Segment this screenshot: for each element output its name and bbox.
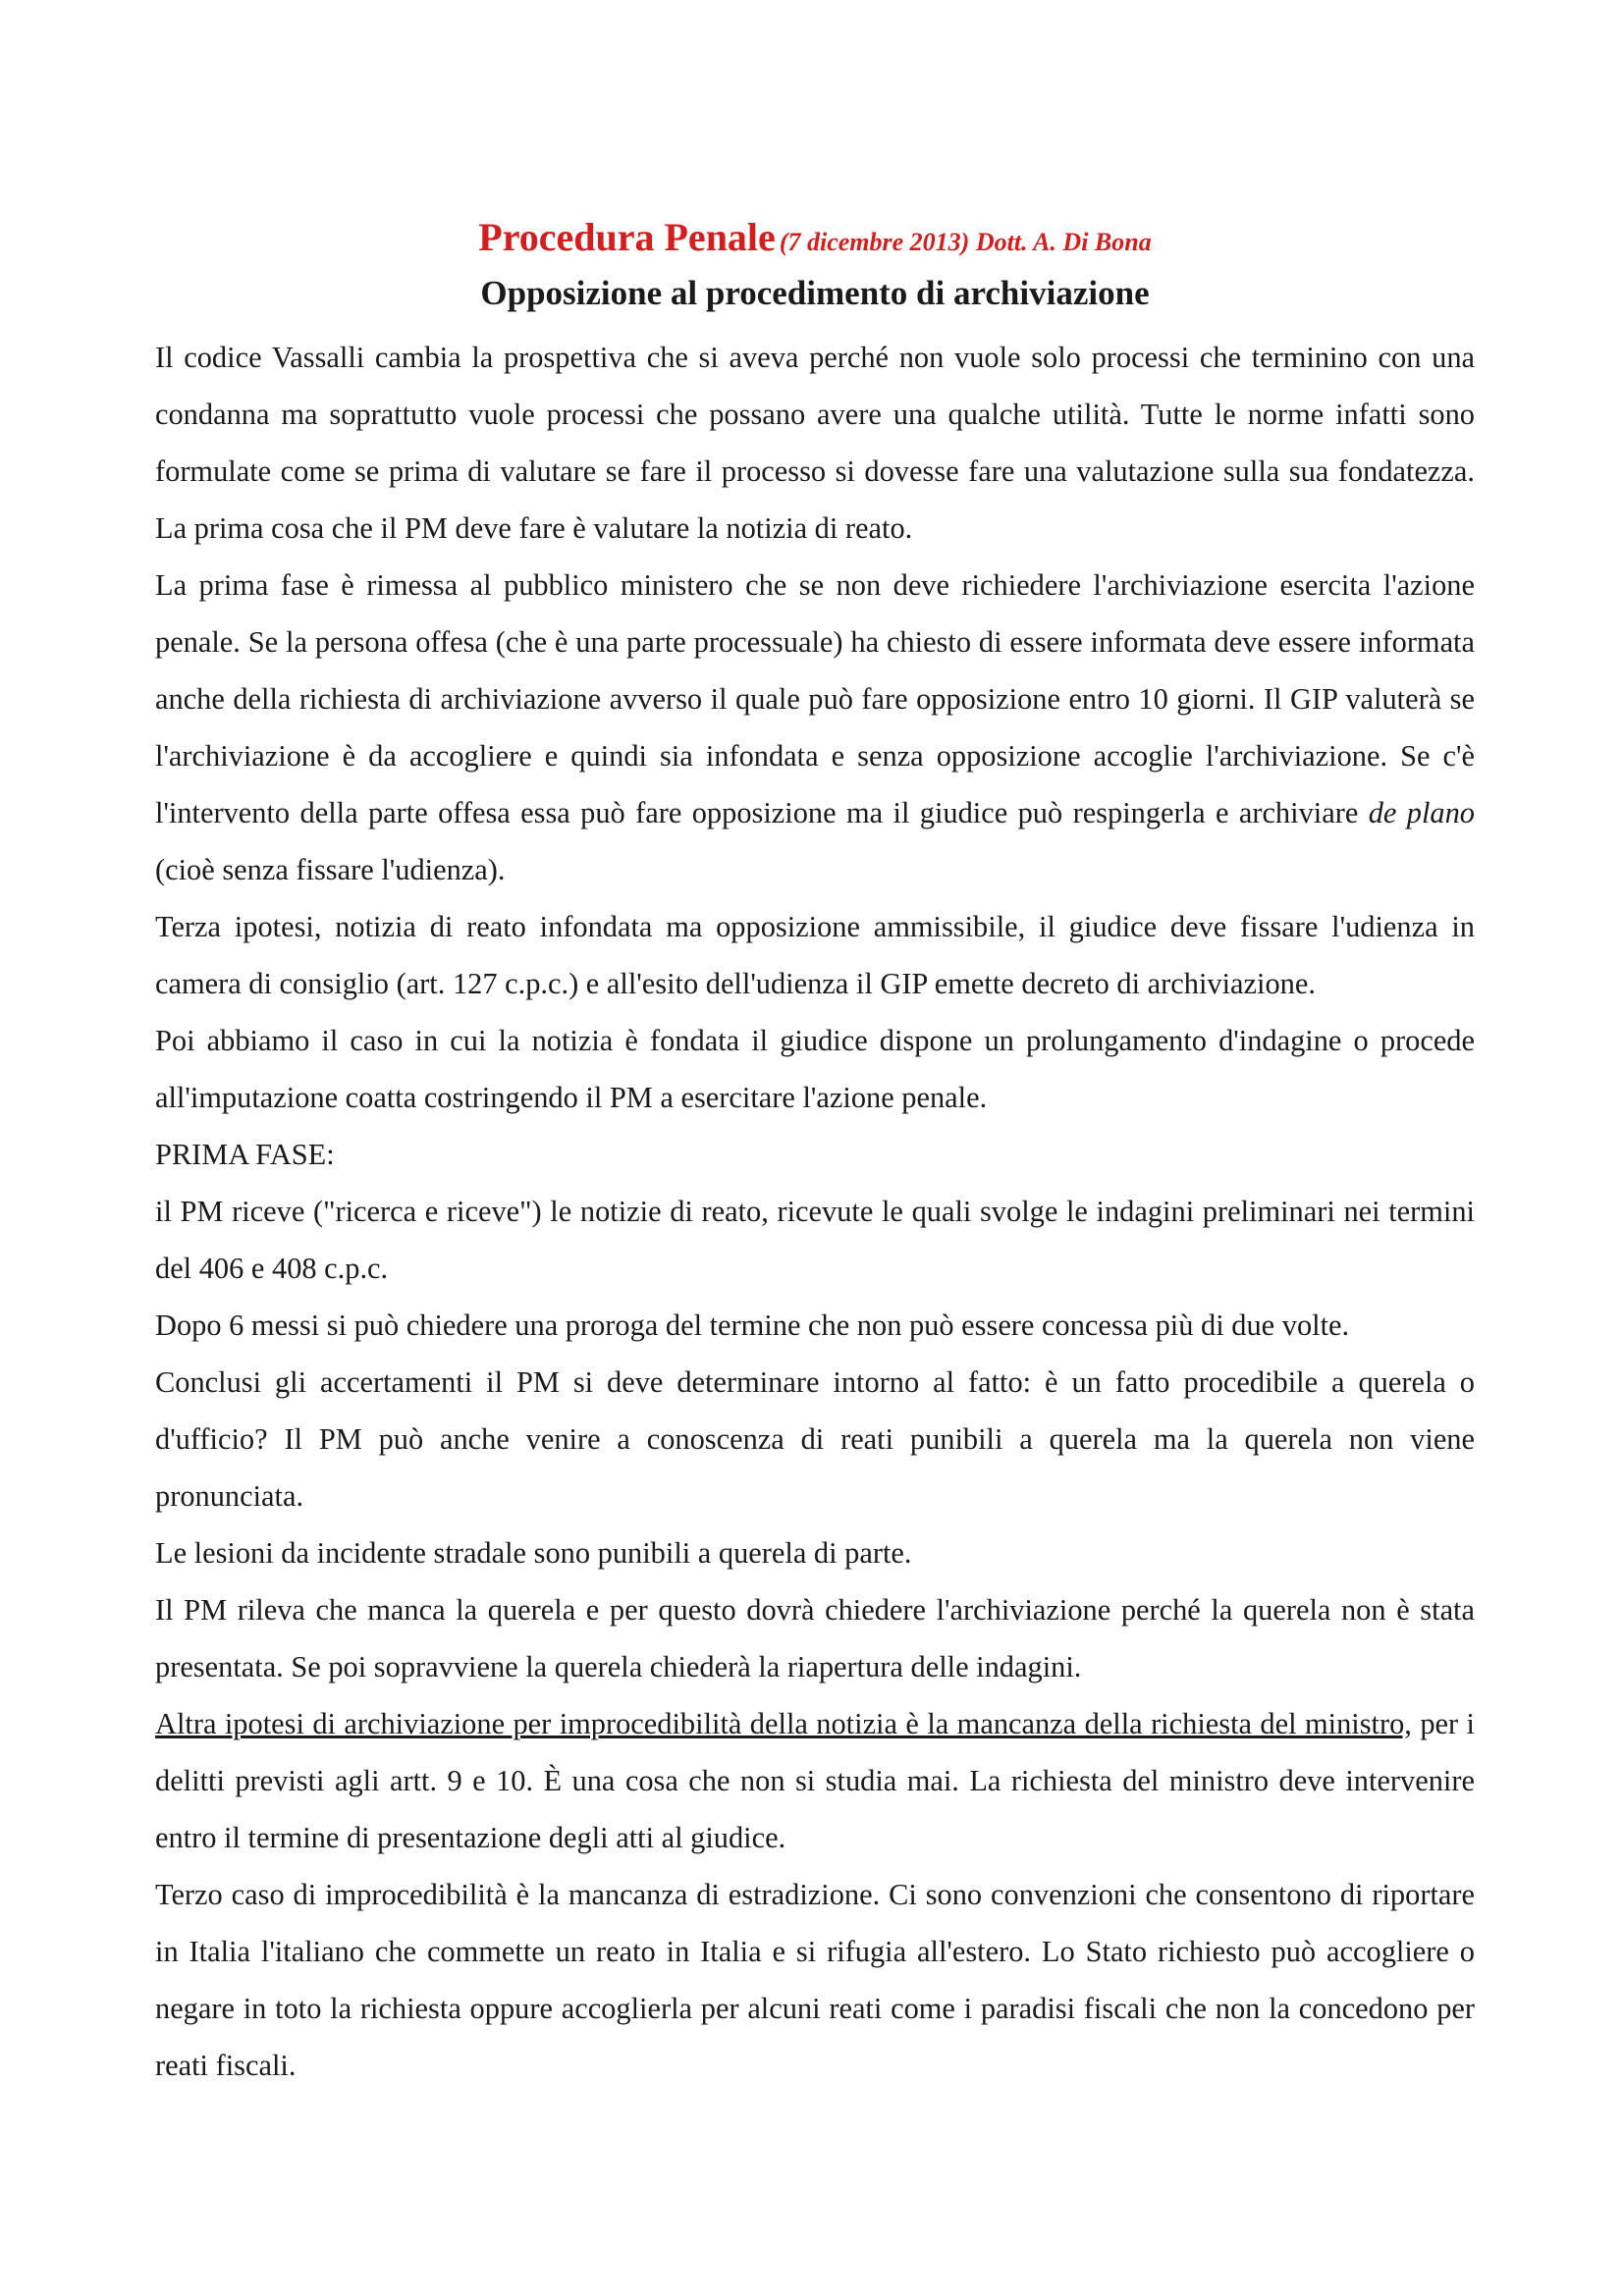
paragraph: Dopo 6 messi si può chiedere una proroga del termine che non può essere concessa più di due volte.	[155, 1308, 1350, 1342]
underlined-phrase: Altra ipotesi di archiviazione per improcedibilità della notizia è la mancanza della richiesta del ministro,	[155, 1707, 1412, 1740]
italic-phrase: de plano	[1368, 796, 1475, 829]
paragraph: il PM riceve ("ricerca e riceve") le notizie di reato, ricevute le quali svolge le indagini preliminari nei termini del 406 e 408 c.p.c.	[155, 1195, 1475, 1285]
document-title-line	[155, 212, 1475, 272]
section-heading: PRIMA FASE:	[155, 1138, 335, 1171]
paragraph: Il codice Vassalli cambia la prospettiva che si aveva perché non vuole solo processi che terminino con una condanna ma soprattutto vuole processi che possano avere una qualche utilità. Tutte le norme infatti sono formulate come se prima di valutare se fare il processo si dovesse fare una valutazione sulla sua fondatezza. La prima cosa che il PM deve fare è valutare la notizia di reato.	[155, 341, 1475, 545]
paragraph-text: (cioè senza fissare l'udienza).	[155, 853, 506, 886]
paragraph: Poi abbiamo il caso in cui la notizia è fondata il giudice dispone un prolungamento d'indagine o procede all'imputazione coatta costringendo il PM a esercitare l'azione penale.	[155, 1024, 1475, 1114]
document-page	[155, 212, 1475, 2094]
paragraph	[155, 1695, 1475, 1866]
paragraph: Le lesioni da incidente stradale sono punibili a querela di parte.	[155, 1536, 912, 1570]
paragraph	[155, 557, 1475, 898]
paragraph-text: per i delitti previsti agli artt. 9 e 10. È una cosa che non si studia mai. La richiesta del ministro deve intervenire entro il termine di presentazione degli atti al giudice.	[155, 1707, 1475, 1854]
document-subtitle: Opposizione al procedimento di archiviazione	[480, 274, 1150, 312]
paragraph-text: La prima fase è rimessa al pubblico ministero che se non deve richiedere l'archiviazione esercita l'azione penale. Se la persona offesa (che è una parte processuale) ha chiesto di essere informata deve essere informata anche della richiesta di archiviazione avverso il quale può fare opposizione entro 10 giorni. Il GIP valuterà se l'archiviazione è da accogliere e quindi sia infondata e senza opposizione accoglie l'archiviazione. Se c'è l'intervento della parte offesa essa può fare opposizione ma il giudice può respingerla e archiviare	[155, 568, 1475, 829]
paragraph: Terzo caso di improcedibilità è la mancanza di estradizione. Ci sono convenzioni che consentono di riportare in Italia l'italiano che commette un reato in Italia e si rifugia all'estero. Lo Stato richiesto può accogliere o negare in toto la richiesta oppure accoglierla per alcuni reati come i paradisi fiscali che non la concedono per reati fiscali.	[155, 1878, 1475, 2082]
paragraph: Il PM rileva che manca la querela e per questo dovrà chiedere l'archiviazione perché la querela non è stata presentata. Se poi sopravviene la querela chiederà la riapertura delle indagini.	[155, 1593, 1475, 1683]
paragraph: Conclusi gli accertamenti il PM si deve determinare intorno al fatto: è un fatto procedibile a querela o d'ufficio? Il PM può anche venire a conoscenza di reati punibili a querela ma la querela non viene pronunciata.	[155, 1365, 1475, 1513]
document-title: Procedura Penale	[478, 215, 776, 259]
paragraph: Terza ipotesi, notizia di reato infondata ma opposizione ammissibile, il giudice deve fissare l'udienza in camera di consiglio (art. 127 c.p.c.) e all'esito dell'udienza il GIP emette decreto di archiviazione.	[155, 910, 1475, 1000]
document-date-author: (7 dicembre 2013) Dott. A. Di Bona	[779, 228, 1152, 256]
document-body	[155, 329, 1475, 2094]
